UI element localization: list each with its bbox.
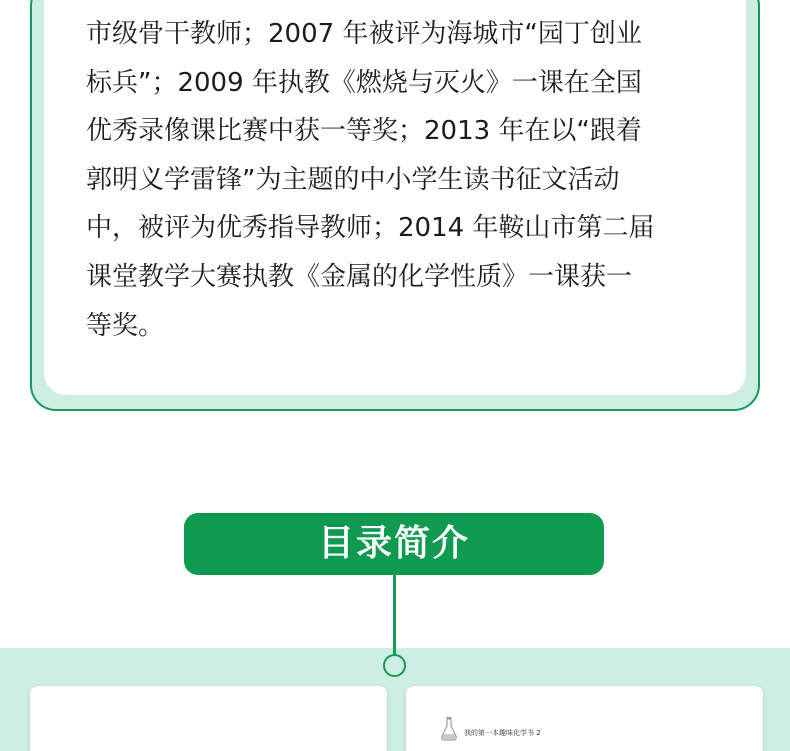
biography-line: 市级骨干教师；2007 年被评为海城市“园丁创业 [86,19,642,49]
biography-line: 郭明义学雷锋”为主题的中小学生读书征文活动 [86,164,620,195]
biography-card [30,0,760,411]
toc-page-preview-right[interactable] [406,686,763,751]
biography-line: 中，被评为优秀指导教师；2014 年鞍山市第二届 [86,213,655,244]
biography-line: 等奖。 [86,310,165,341]
biography-line: 标兵”；2009 年执教《燃烧与灭火》一课在全国 [86,67,642,98]
connector-line [393,575,396,655]
flask-icon [440,716,458,742]
connector-circle [383,654,406,677]
biography-line: 课堂教学大赛执教《金属的化学性质》一课获一 [86,261,633,292]
book-header-text: 我的第一本趣味化学书 2 [464,729,541,737]
biography-line: 优秀录像课比赛中获一等奖；2013 年在以“跟着 [86,116,642,147]
toc-page-preview-left[interactable] [30,686,387,751]
biography-panel [44,0,746,395]
section-title-toc: 目录简介 [184,513,604,575]
biography-text [86,10,726,350]
